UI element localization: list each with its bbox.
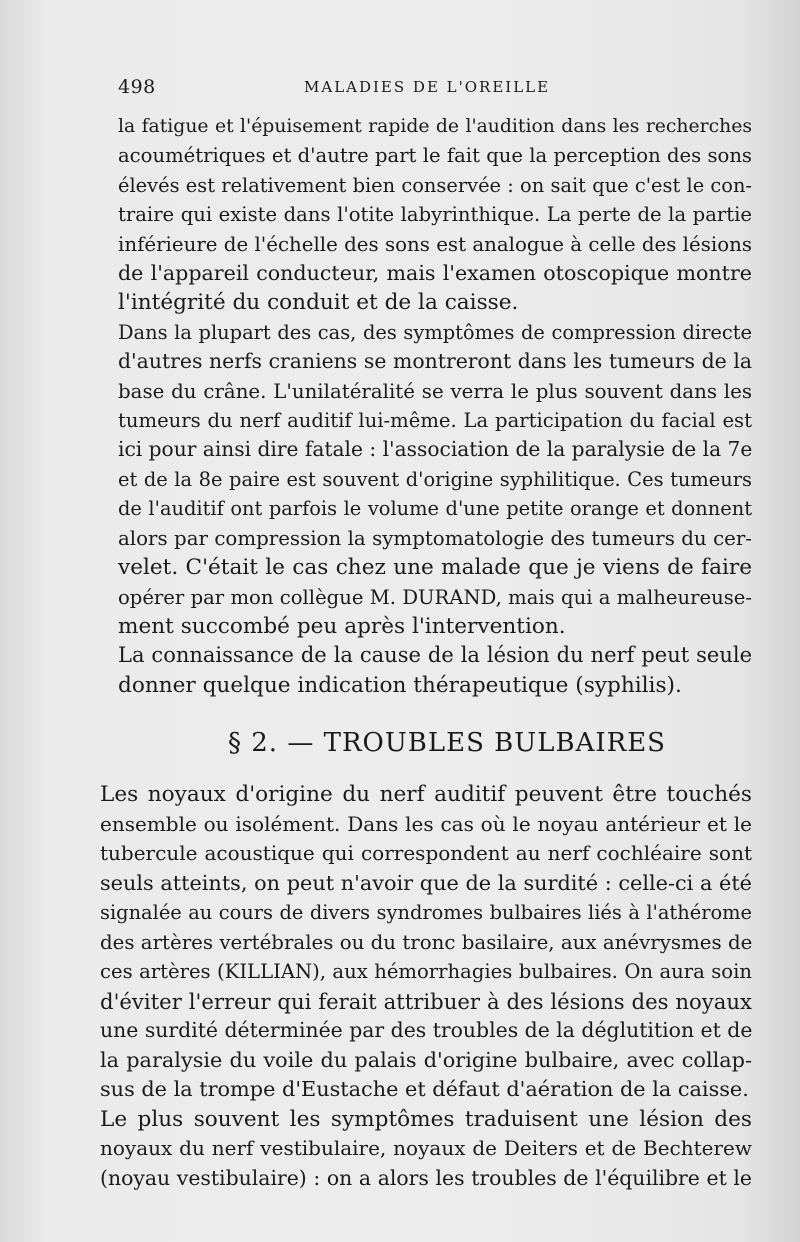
- text-line: acoumétriques et d'autre part le fait que la perception des sons: [118, 144, 752, 168]
- text-line: la fatigue et l'épuisement rapide de l'audition dans les recherches: [118, 116, 752, 137]
- paragraph-4: [100, 780, 752, 1105]
- text-line: seuls atteints, on peut n'avoir que de la surdité : celle-ci a été: [100, 870, 752, 895]
- section-heading: [228, 728, 666, 758]
- text-line: alors par compression la symptomatologie des tumeurs du cer-: [118, 526, 752, 550]
- page-header: [118, 76, 678, 100]
- text-line: de l'auditif ont parfois le volume d'une petite orange et donnent: [118, 497, 752, 521]
- text-line: Le plus souvent les symptômes traduisent une lésion des: [100, 1106, 752, 1132]
- text-line: l'intégrité du conduit et de la caisse.: [118, 290, 519, 316]
- paragraph-2: [118, 318, 752, 641]
- text-line: et de la 8e paire est souvent d'origine syphilitique. Ces tumeurs: [118, 467, 752, 491]
- text-line: sus de la trompe d'Eustache et défaut d'aération de la caisse.: [100, 1077, 749, 1101]
- text-line: des artères vertébrales ou du tronc basilaire, aux anévrysmes de: [100, 930, 753, 954]
- text-line: d'éviter l'erreur qui ferait attribuer à des lésions des noyaux: [100, 988, 752, 1014]
- text-line: ces artères (KILLIAN), aux hémorrhagies bulbaires. On aura soin: [100, 960, 752, 983]
- text-line: (noyau vestibulaire) : on a alors les troubles de l'équilibre et le: [100, 1165, 752, 1190]
- text-line: une surdité déterminée par des troubles de la déglutition et de: [100, 1018, 753, 1042]
- text-line: velet. C'était le cas chez une malade que je viens de faire: [118, 555, 752, 581]
- text-line: la paralysie du voile du palais d'origine bulbaire, avec collap-: [100, 1047, 752, 1072]
- text-line: d'autres nerfs craniens se montreront dans les tumeurs de la: [118, 349, 752, 374]
- text-line: traire qui existe dans l'otite labyrinthique. La perte de la partie: [118, 203, 752, 227]
- text-line: donner quelque indication thérapeutique (syphilis).: [118, 672, 682, 698]
- text-line: signalée au cours de divers syndromes bulbaires liés à l'athérome: [100, 901, 752, 924]
- text-line: La connaissance de la cause de la lésion du nerf peut seule: [118, 643, 752, 668]
- paragraph-3: [118, 641, 752, 700]
- section-number: § 2. —: [228, 728, 315, 758]
- text-line: tubercule acoustique qui correspondent au nerf cochléaire sont: [100, 841, 752, 865]
- page-number: 498: [118, 76, 156, 98]
- text-line: tumeurs du nerf auditif lui-même. La participation du facial est: [118, 409, 752, 433]
- body-text-top: [118, 112, 752, 700]
- text-line: Dans la plupart des cas, des symptômes de compression directe: [118, 320, 752, 344]
- text-line: opérer par mon collègue M. DURAND, mais qui a malheureuse-: [118, 585, 752, 609]
- text-line: ici pour ainsi dire fatale : l'association de la paralysie de la 7e: [118, 437, 753, 462]
- running-head: MALADIES DE L'OREILLE: [304, 78, 551, 96]
- text-line: élevés est relativement bien conservée : on sait que c'est le con-: [118, 173, 752, 197]
- body-text-bottom: [100, 780, 752, 1193]
- text-line: de l'appareil conducteur, mais l'examen otoscopique montre: [118, 261, 752, 286]
- text-line: base du crâne. L'unilatéralité se verra le plus souvent dans les: [118, 379, 752, 403]
- text-line: ensemble ou isolément. Dans les cas où le noyau antérieur et le: [100, 811, 752, 836]
- section-title: TROUBLES BULBAIRES: [323, 728, 666, 758]
- text-line: noyaux du nerf vestibulaire, noyaux de Deiters et de Bechterew: [100, 1136, 752, 1160]
- text-line: Les noyaux d'origine du nerf auditif peuvent être touchés: [100, 782, 752, 807]
- paragraph-1: [118, 112, 752, 318]
- text-line: inférieure de l'échelle des sons est analogue à celle des lésions: [118, 232, 752, 256]
- text-line: ment succombé peu après l'intervention.: [118, 613, 566, 639]
- paragraph-5: [100, 1105, 752, 1194]
